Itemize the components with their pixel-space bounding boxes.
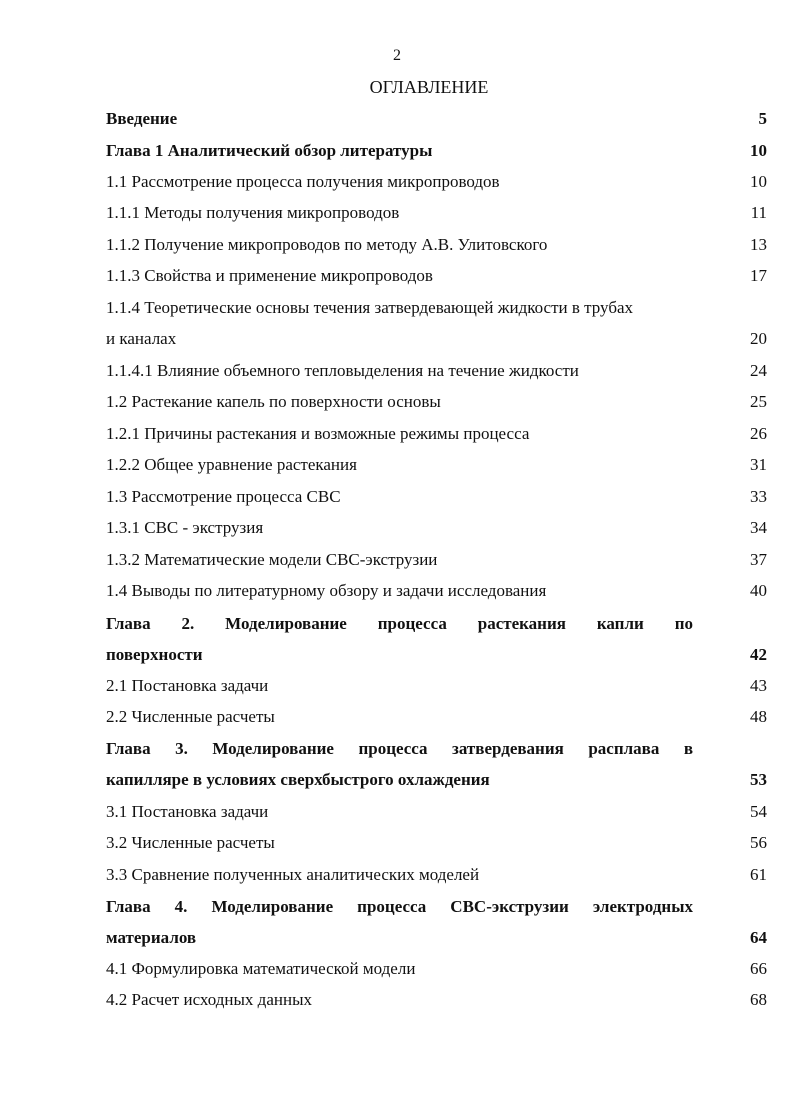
toc-entry-title-line2: поверхности bbox=[106, 645, 203, 664]
toc-entry-page: 26 bbox=[750, 424, 767, 443]
toc-entry bbox=[106, 579, 767, 603]
toc-entry-title: 1.1.1 Методы получения микропроводов bbox=[106, 203, 400, 222]
toc-entry-page: 66 bbox=[750, 959, 767, 978]
toc-entry-page: 31 bbox=[750, 455, 767, 474]
toc-entry-title: Глава 1 Аналитический обзор литературы bbox=[106, 141, 433, 160]
toc-entry bbox=[106, 705, 767, 729]
toc-entry-chapter-3 bbox=[106, 768, 767, 792]
toc-entry-page: 40 bbox=[750, 581, 767, 600]
toc-entry-title: Введение bbox=[106, 109, 178, 128]
toc-entry-title: 1.3.1 СВС - экструзия bbox=[106, 518, 264, 537]
toc-entry-chapter-4 bbox=[106, 926, 767, 950]
toc-entry-page: 54 bbox=[750, 802, 767, 821]
toc-entry bbox=[106, 988, 767, 1012]
toc-entry-title: 1.3.2 Математические модели СВС-экструзии bbox=[106, 550, 438, 569]
toc-entry-title: 1.3 Рассмотрение процесса СВС bbox=[106, 487, 341, 506]
toc-entry bbox=[106, 390, 767, 414]
toc-entry-title-line2: материалов bbox=[106, 928, 197, 947]
toc-entry-page: 48 bbox=[750, 707, 767, 726]
toc-entry-title: 1.1.4.1 Влияние объемного тепловыделения на течение жидкости bbox=[106, 361, 579, 380]
toc-entry-title-line1: Глава 4. Моделирование процесса СВС-экструзии электродных bbox=[106, 897, 693, 916]
toc-entry bbox=[106, 264, 767, 288]
toc-entry-title: 3.3 Сравнение полученных аналитических моделей bbox=[106, 865, 480, 884]
toc-entry-page: 37 bbox=[750, 550, 767, 569]
toc-entry bbox=[106, 516, 767, 540]
toc-entry-title-line1: Глава 2. Моделирование процесса растекания капли по bbox=[106, 614, 693, 633]
toc-entry-page: 64 bbox=[750, 928, 767, 947]
toc-entry-title: 3.2 Численные расчеты bbox=[106, 833, 275, 852]
toc-entry-page: 10 bbox=[750, 141, 767, 160]
toc-entry bbox=[106, 831, 767, 855]
toc-entry-page: 17 bbox=[750, 266, 767, 285]
toc-entry-title: 1.2.1 Причины растекания и возможные режимы процесса bbox=[106, 424, 530, 443]
toc-entry-page: 34 bbox=[750, 518, 767, 537]
toc-entry bbox=[106, 863, 767, 887]
toc-entry-title-line1: Глава 3. Моделирование процесса затвердевания расплава в bbox=[106, 739, 693, 758]
toc-entry-title: 1.4 Выводы по литературному обзору и задачи исследования bbox=[106, 581, 547, 600]
toc-entry-title: 4.1 Формулировка математической модели bbox=[106, 959, 416, 978]
toc-entry bbox=[106, 674, 767, 698]
toc-entry-chapter-1 bbox=[106, 139, 767, 163]
toc-entry bbox=[106, 800, 767, 824]
toc-entry-page: 24 bbox=[750, 361, 767, 380]
toc-entry-title: 2.2 Численные расчеты bbox=[106, 707, 275, 726]
toc-entry bbox=[106, 453, 767, 477]
toc-entry-title: 1.1.2 Получение микропроводов по методу А.В. Улитовского bbox=[106, 235, 548, 254]
toc-entry-page: 53 bbox=[750, 770, 767, 789]
toc-entry-chapter-2 bbox=[106, 643, 767, 667]
toc-entry bbox=[106, 422, 767, 446]
toc-entry-title: 2.1 Постановка задачи bbox=[106, 676, 269, 695]
toc-entry-page: 25 bbox=[750, 392, 767, 411]
toc-entry-page: 42 bbox=[750, 645, 767, 664]
toc-entry-page: 11 bbox=[750, 203, 767, 222]
toc-entry-chapter-2 bbox=[106, 612, 767, 636]
toc-entry bbox=[106, 485, 767, 509]
toc-entry-page: 61 bbox=[750, 865, 767, 884]
toc-entry-page: 20 bbox=[750, 329, 767, 348]
page-title: ОГЛАВЛЕНИЕ bbox=[369, 77, 489, 97]
toc-entry bbox=[106, 359, 767, 383]
toc-entry-title: 3.1 Постановка задачи bbox=[106, 802, 269, 821]
toc-entry bbox=[106, 233, 767, 257]
toc-entry-title-line1: 1.1.4 Теоретические основы течения затвердевающей жидкости в трубах bbox=[106, 298, 634, 317]
toc-entry-title: 1.1.3 Свойства и применение микропроводов bbox=[106, 266, 433, 285]
toc-entry-title-line2: капилляре в условиях сверхбыстрого охлаждения bbox=[106, 770, 490, 789]
toc-entry bbox=[106, 296, 767, 320]
toc-entry bbox=[106, 548, 767, 572]
toc-entry bbox=[106, 327, 767, 351]
toc-entry-chapter-3 bbox=[106, 737, 767, 761]
toc-entry-page: 43 bbox=[750, 676, 767, 695]
toc-entry-chapter-4 bbox=[106, 895, 767, 919]
toc-entry-title: 1.1 Рассмотрение процесса получения микропроводов bbox=[106, 172, 500, 191]
toc-entry-page: 56 bbox=[750, 833, 767, 852]
toc-entry-page: 68 bbox=[750, 990, 767, 1009]
toc-entry-title: 4.2 Расчет исходных данных bbox=[106, 990, 312, 1009]
toc-entry-page: 33 bbox=[750, 487, 767, 506]
page-number: 2 bbox=[393, 47, 401, 64]
toc-entry bbox=[106, 957, 767, 981]
toc-entry-title-line2: и каналах bbox=[106, 329, 177, 348]
toc-entry-title: 1.2.2 Общее уравнение растекания bbox=[106, 455, 357, 474]
toc-entry bbox=[106, 201, 767, 225]
toc-entry-title: 1.2 Растекание капель по поверхности основы bbox=[106, 392, 441, 411]
toc-entry-page: 5 bbox=[758, 109, 767, 128]
toc-entry-page: 10 bbox=[750, 172, 767, 191]
toc-entry bbox=[106, 170, 767, 194]
toc-entry-page: 13 bbox=[750, 235, 767, 254]
toc-entry-intro bbox=[106, 107, 767, 131]
